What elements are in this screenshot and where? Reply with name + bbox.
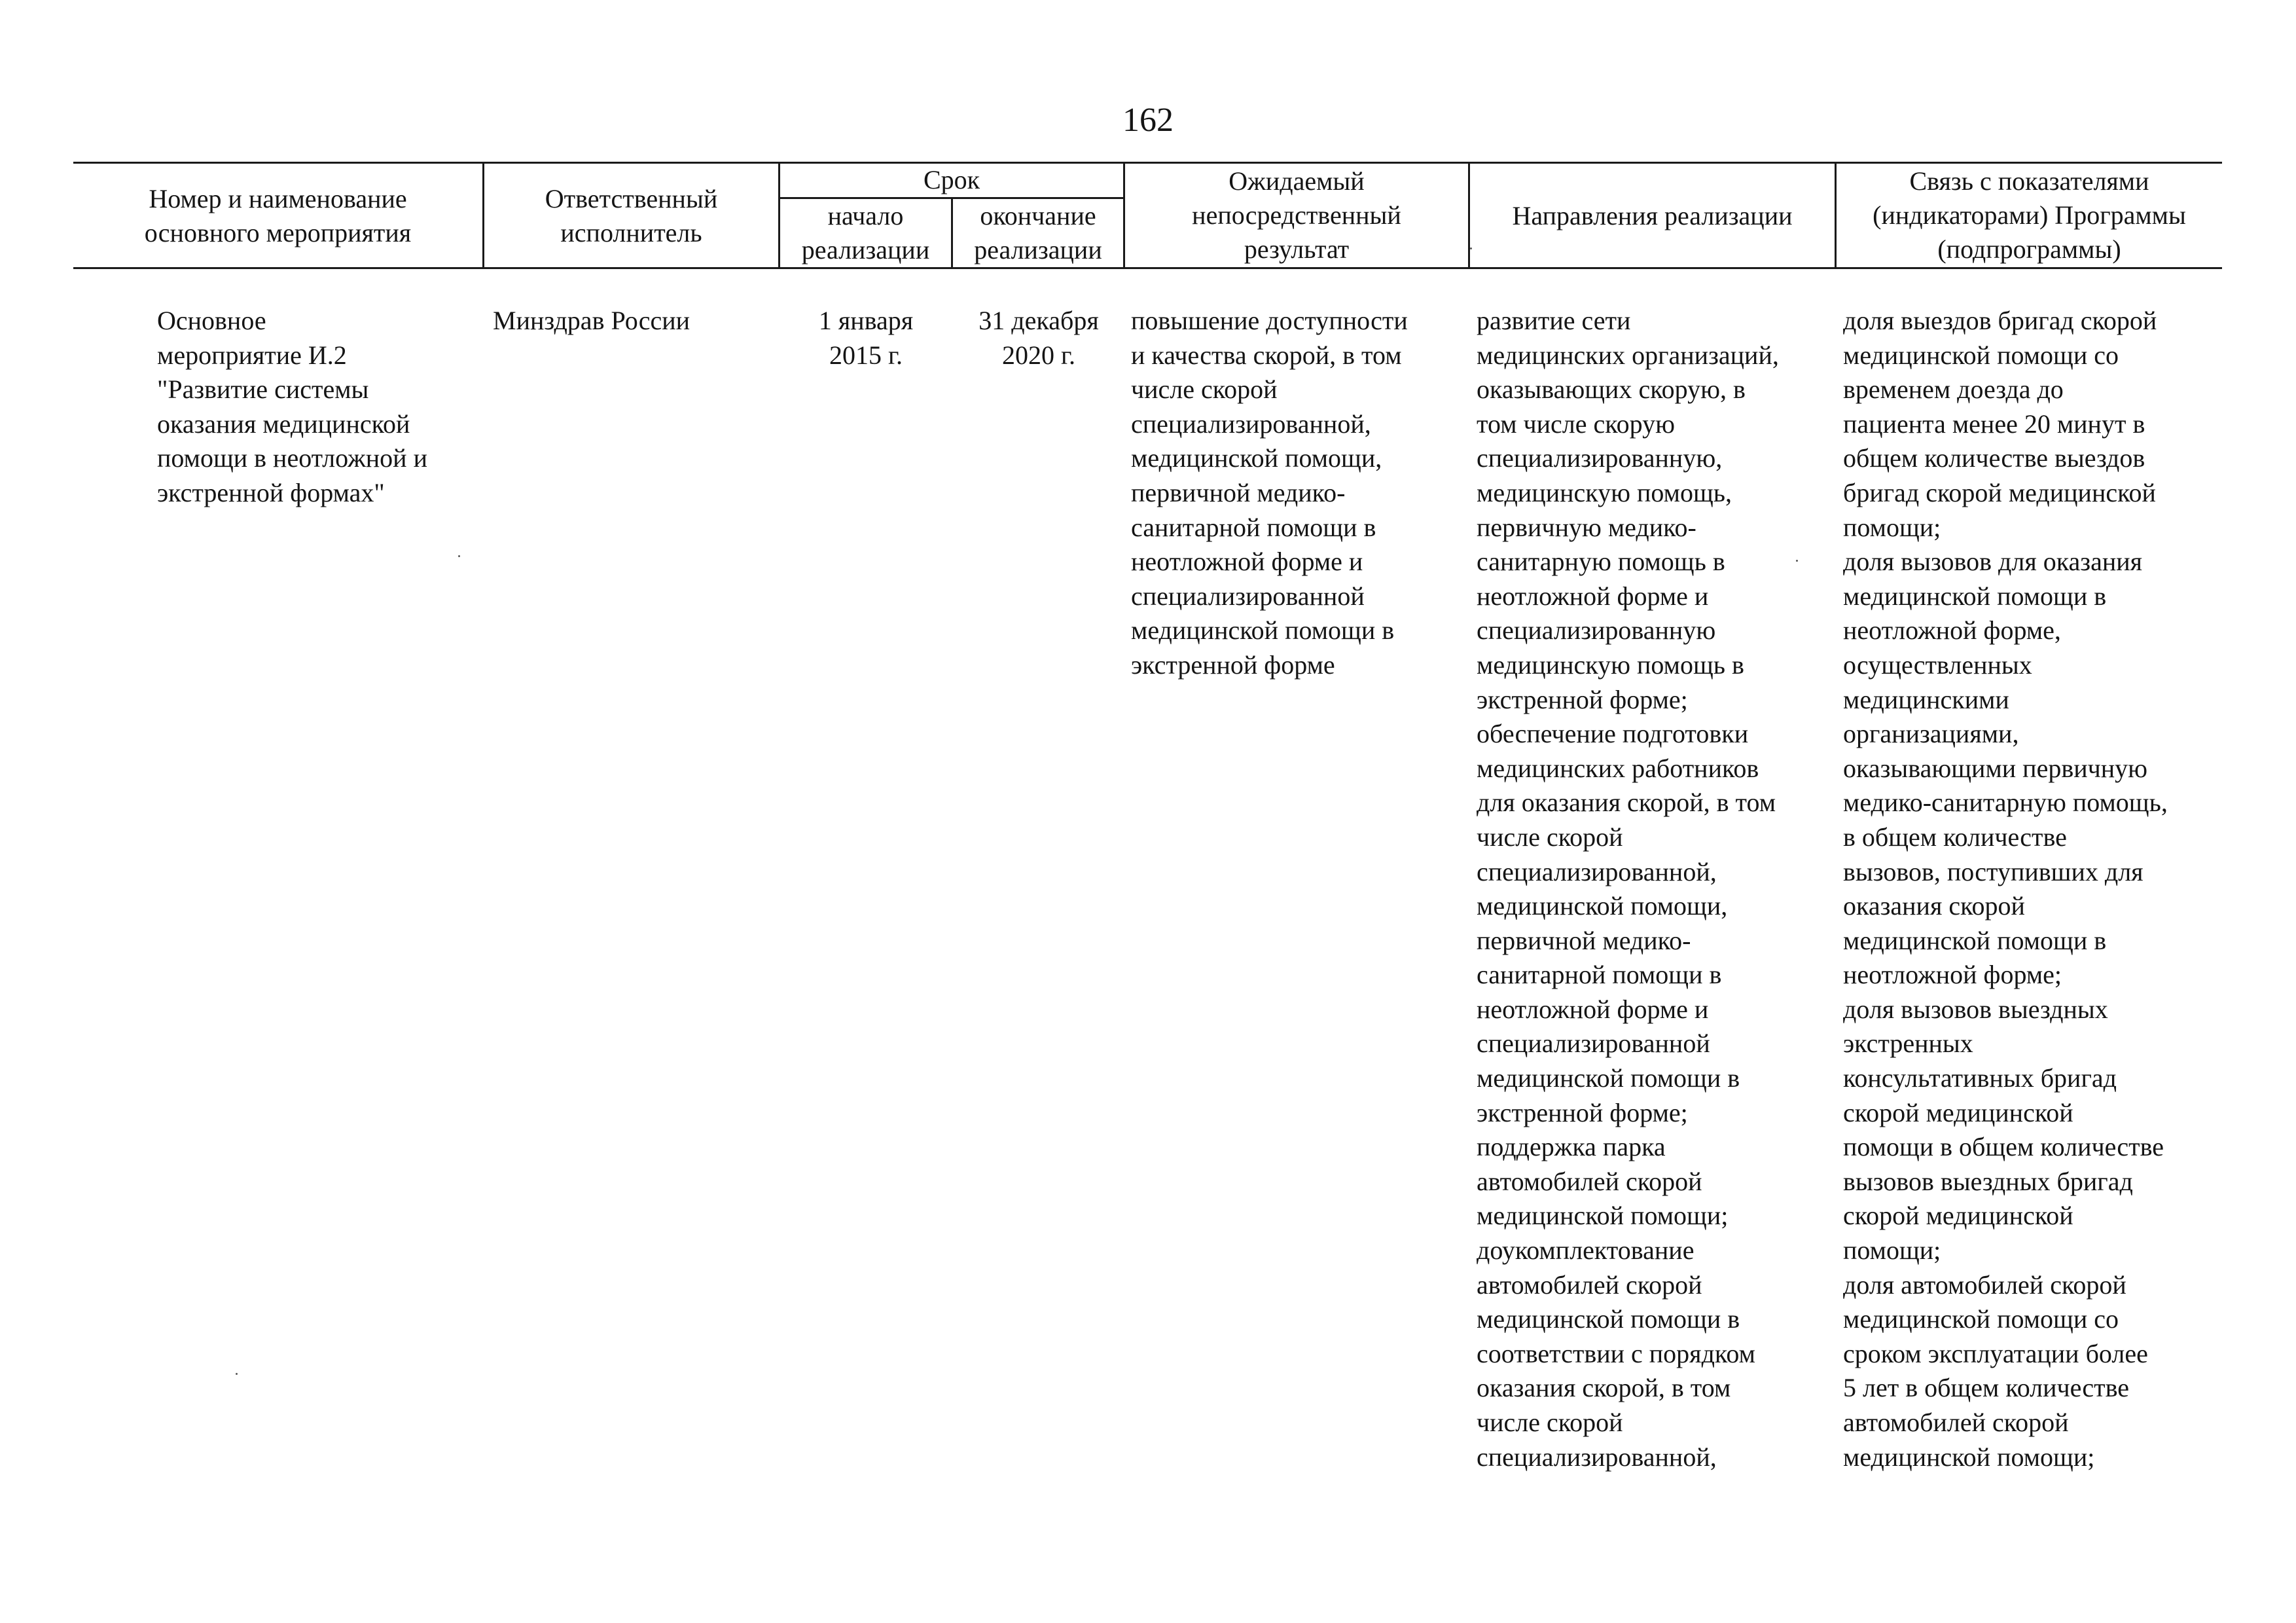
table-top-rule: [73, 162, 2222, 164]
header-col-end: окончание реализации: [974, 201, 1102, 264]
header-bottom-rule: [73, 267, 2222, 269]
row-expected-result: повышение доступности и качества скорой, в том числе скорой специализированной, медицинской помощи, первичной медико- санитарной помощи в неотложной форме и специализированной медицинской помощи в экстренной форме: [1131, 306, 1408, 680]
header-col-start: начало реализации: [801, 201, 930, 264]
header-srok: Срок: [923, 165, 980, 194]
row-indicators: доля выездов бригад скорой медицинской помощи со временем доезда до пациента менее 20 минут в общем количестве выездов бригад скорой медицинской помощи; доля вызовов для оказания медицинской помощи в неотложной форме, осуществленных медицинскими организациями, оказывающими первичную медико-санитарную помощь, в общем количестве вызовов, поступивших для оказания скорой медицинской помощи в неотложной форме; доля вызовов выездных экстренных консультативных бригад скорой медицинской помощи в общем количестве вызовов выездных бригад скорой медицинской помощи; доля автомобилей скорой медицинской помощи со сроком эксплуатации более 5 лет в общем количестве автомобилей скорой медицинской помощи;: [1843, 306, 2168, 1472]
scan-speck: [1470, 247, 1472, 249]
scan-speck: [236, 1373, 238, 1375]
row-directions: развитие сети медицинских организаций, оказывающих скорую, в том числе скорую специализированную, медицинскую помощь, первичную медико- санитарную помощь в неотложной форме и специализированную медицинскую помощь в экстренной форме; обеспечение подготовки медицинских работников для оказания скорой, в том числе скорой специализированной, медицинской помощи, первичной медико- санитарной помощи в неотложной форме и специализированной медицинской помощи в экстренной форме; поддержка парка автомобилей скорой медицинской помощи; доукомплектование автомобилей скорой медицинской помощи в соответствии с порядком оказания скорой, в том числе скорой специализированной,: [1477, 306, 1779, 1472]
header-col-result: Ожидаемый непосредственный результат: [1192, 166, 1401, 264]
scan-speck: [458, 555, 460, 557]
row-executor: Минздрав России: [493, 306, 691, 335]
header-col-indicators: Связь с показателями (индикаторами) Программы (подпрограммы): [1873, 166, 2186, 264]
header-col-directions: Направления реализации: [1512, 201, 1793, 230]
page-number: 162: [1122, 101, 1174, 139]
scan-speck: [1796, 560, 1798, 562]
row-end-date: 31 декабря 2020 г.: [978, 306, 1099, 370]
row-start-date: 1 января 2015 г.: [818, 306, 914, 370]
header-col-name: Номер и наименование основного мероприятия: [144, 184, 412, 247]
row-activity-name: Основное мероприятие И.2 "Развитие системы оказания медицинской помощи в неотложной и экстренной формах": [157, 306, 427, 507]
header-col-executor: Ответственный исполнитель: [545, 184, 718, 247]
